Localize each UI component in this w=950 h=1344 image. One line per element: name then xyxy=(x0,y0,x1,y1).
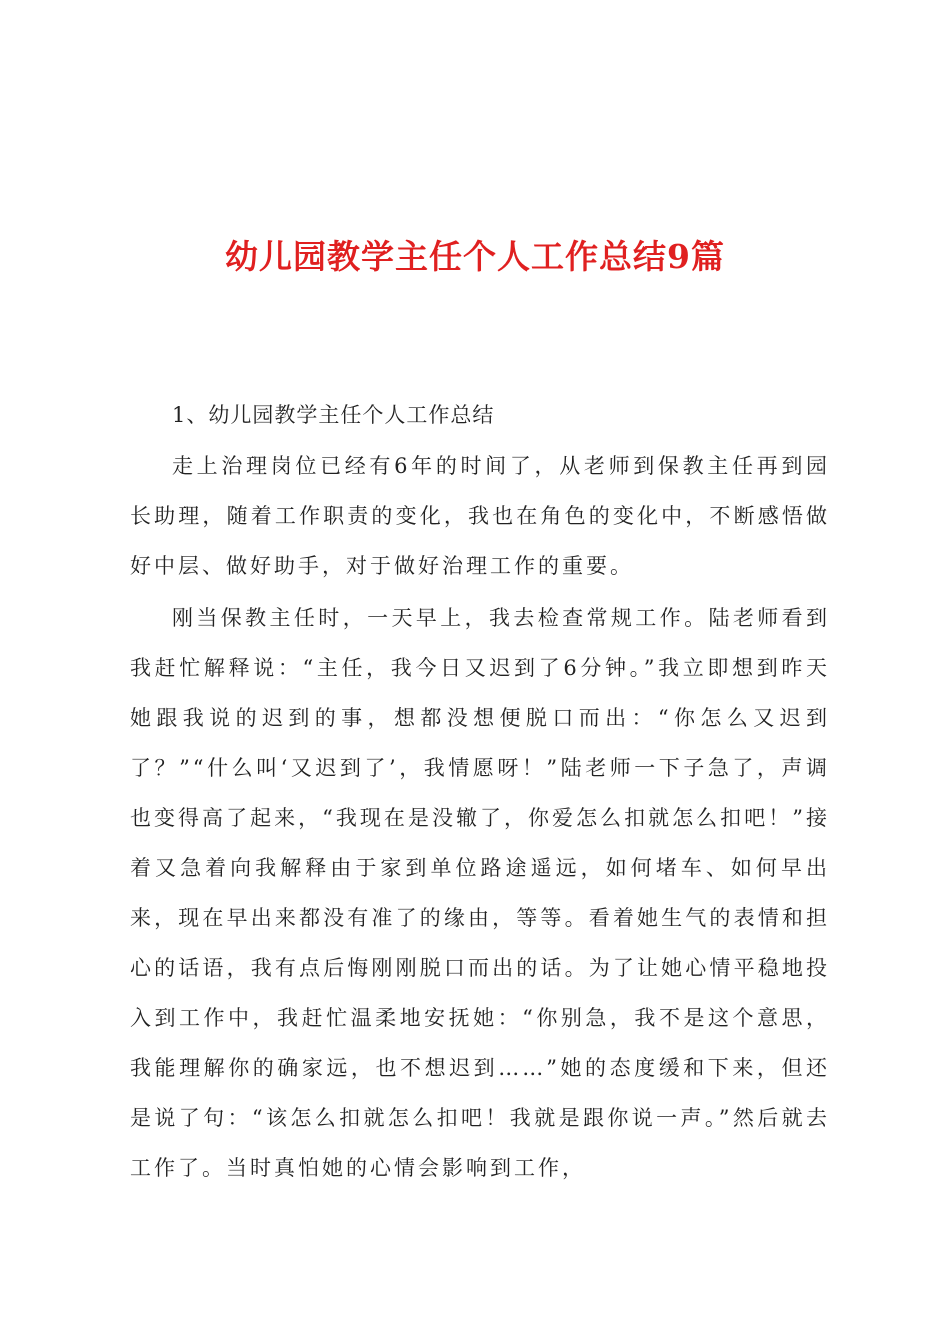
document-title: 幼儿园教学主任个人工作总结9篇 xyxy=(225,237,725,277)
document-body xyxy=(130,396,830,1193)
section-heading: 1、幼儿园教学主任个人工作总结 xyxy=(172,403,495,427)
paragraph: 刚当保教主任时，一天早上，我去检查常规工作。陆老师看到我赶忙解释说：“主任，我今日又迟到了6分钟。”我立即想到昨天她跟我说的迟到的事，想都没想便脱口而出：“你怎么又迟到了？”“什么叫‘又迟到了’，我情愿呀！”陆老师一下子急了，声调也变得高了起来，“我现在是没辙了，你爱怎么扣就怎么扣吧！”接着又急着向我解释由于家到单位路途遥远，如何堵车、如何早出来，现在早出来都没有准了的缘由，等等。看着她生气的表情和担心的话语，我有点后悔刚刚脱口而出的话。为了让她心情平稳地投入到工作中，我赶忙温柔地安抚她：“你别急，我不是这个意思，我能理解你的确家远，也不想迟到……”她的态度缓和下来，但还是说了句：“该怎么扣就怎么扣吧！我就是跟你说一声。”然后就去工作了。当时真怕她的心情会影响到工作， xyxy=(130,606,830,1180)
paragraph: 走上治理岗位已经有6年的时间了，从老师到保教主任再到园长助理，随着工作职责的变化，我也在角色的变化中，不断感悟做好中层、做好助手，对于做好治理工作的重要。 xyxy=(130,454,830,578)
